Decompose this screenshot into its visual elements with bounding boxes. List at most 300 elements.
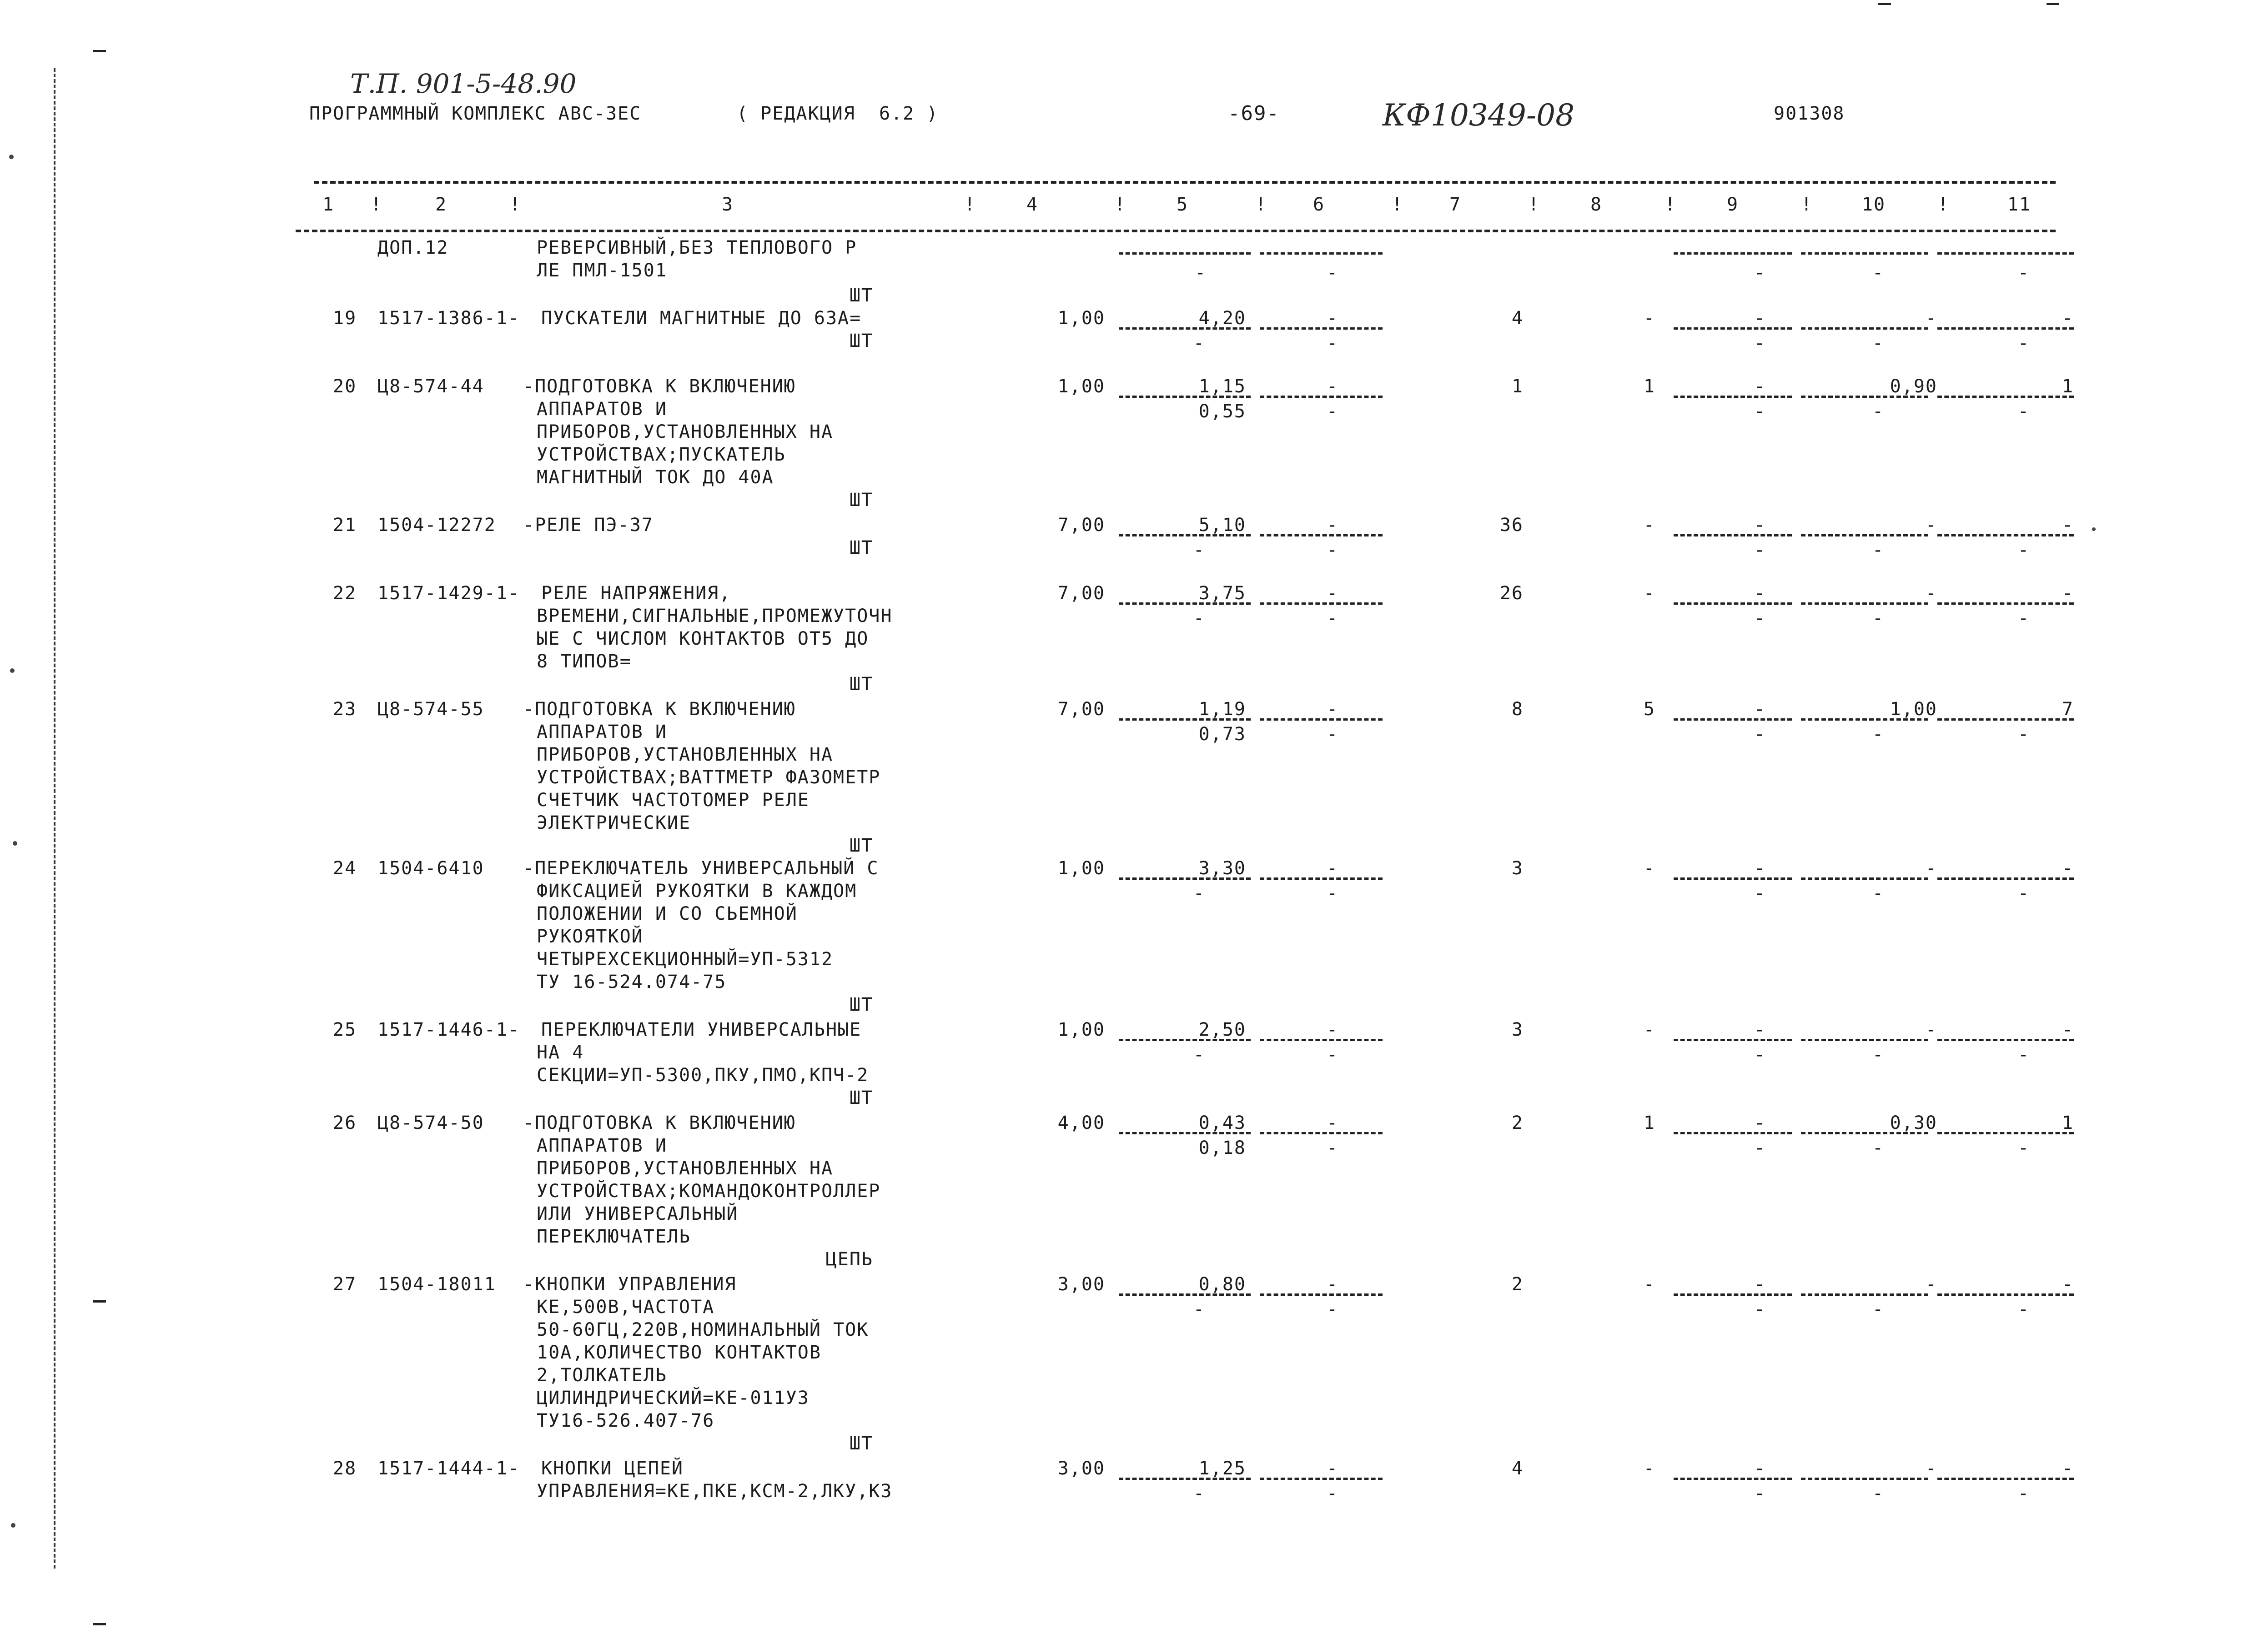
value-col5-lower: -: [1193, 1483, 1205, 1504]
value-col11: 1: [2062, 376, 2074, 397]
row-description-line: ЦИЛИНДРИЧЕСКИЙ=КЕ-011У3: [537, 1388, 810, 1408]
column-header-2: 2: [435, 194, 448, 215]
row-rule: [1260, 718, 1383, 721]
row-rule: [1674, 1293, 1792, 1296]
row-description-line: УПРАВЛЕНИЯ=КЕ,ПКЕ,КСМ-2,ЛКУ,КЗ: [537, 1481, 893, 1502]
row-rule: [1119, 327, 1251, 330]
row-code: 1517-1446-1-: [377, 1019, 520, 1040]
row-rule: [1119, 718, 1251, 721]
column-header-9: 9: [1726, 194, 1739, 215]
unit-label: ШТ: [849, 994, 873, 1015]
value-col10: -: [1925, 515, 1937, 536]
scan-dash: [2047, 3, 2059, 5]
pre-row-value: -: [1326, 262, 1339, 283]
row-description-line: ТУ16-526.407-76: [537, 1410, 715, 1431]
pre-row-rule: [1801, 252, 1928, 255]
value-col10: 1,00: [1890, 699, 1937, 720]
value-col9-lower: -: [1754, 724, 1766, 745]
row-rule: [1801, 877, 1928, 880]
value-col9-lower: -: [1754, 333, 1766, 354]
scan-speck: [13, 841, 17, 846]
row-description-line: 10А,КОЛИЧЕСТВО КОНТАКТОВ: [537, 1342, 821, 1363]
row-rule: [1119, 534, 1251, 536]
row-description-line: СЕКЦИИ=УП-5300,ПКУ,ПМО,КПЧ-2: [537, 1065, 869, 1086]
value-col10: -: [1925, 1274, 1937, 1295]
pre-row-rule: [1674, 252, 1792, 255]
value-col6-lower: -: [1326, 724, 1339, 745]
scan-speck: [9, 155, 14, 159]
row-code: 1517-1429-1-: [377, 583, 520, 604]
column-separator: !: [964, 194, 976, 215]
column-header-8: 8: [1590, 194, 1603, 215]
row-number: 21: [333, 515, 357, 536]
column-header-7: 7: [1449, 194, 1462, 215]
value-col10-lower: -: [1872, 608, 1885, 629]
value-col11: -: [2062, 1458, 2074, 1479]
unit-label: ШТ: [849, 674, 873, 695]
value-col9: -: [1754, 858, 1766, 879]
page-number: -69-: [1228, 102, 1280, 125]
column-separator: !: [1392, 194, 1404, 215]
row-rule: [1801, 602, 1928, 605]
value-col9: -: [1754, 1458, 1766, 1479]
value-col6: -: [1326, 858, 1339, 879]
row-code: 1517-1444-1-: [377, 1458, 520, 1479]
row-rule: [1937, 534, 2074, 536]
column-header-1: 1: [322, 194, 335, 215]
column-separator: !: [509, 194, 522, 215]
column-header-5: 5: [1176, 194, 1189, 215]
value-col10: -: [1925, 1458, 1937, 1479]
value-col10: -: [1925, 583, 1937, 604]
pre-row-value: -: [1872, 262, 1885, 283]
value-col5-lower: 0,55: [1198, 401, 1246, 422]
row-description-line: УСТРОЙСТВАХ;ПУСКАТЕЛЬ: [537, 444, 786, 465]
row-rule: [1119, 877, 1251, 880]
value-col9-lower: -: [1754, 883, 1766, 904]
row-description-line: -РЕЛЕ ПЭ-37: [523, 515, 654, 536]
value-col5-lower: -: [1193, 1044, 1205, 1065]
unit-label: ШТ: [849, 1088, 873, 1108]
column-separator: !: [1801, 194, 1813, 215]
row-rule: [1674, 1039, 1792, 1041]
row-description-line: ПЕРЕКЛЮЧАТЕЛЬ: [537, 1226, 691, 1247]
value-col8: -: [1643, 583, 1655, 604]
value-col9: -: [1754, 699, 1766, 720]
value-col4: 7,00: [1057, 515, 1105, 536]
row-rule: [1260, 602, 1383, 605]
value-col6: -: [1326, 699, 1339, 720]
row-rule: [1937, 327, 2074, 330]
header-top-rule: [314, 181, 2056, 184]
value-col6: -: [1326, 1019, 1339, 1040]
value-col10: -: [1925, 1019, 1937, 1040]
value-col11-lower: -: [2017, 608, 2030, 629]
value-col11: -: [2062, 1274, 2074, 1295]
row-code: 1504-18011: [377, 1274, 496, 1295]
row-description-line: ТУ 16-524.074-75: [537, 972, 727, 992]
row-description-line: АППАРАТОВ И: [537, 1135, 667, 1156]
program-title: ПРОГРАММНЫЙ КОМПЛЕКС АВС-3ЕС: [309, 103, 642, 124]
row-description-line: ЭЛЕКТРИЧЕСКИЕ: [537, 812, 691, 833]
value-col9-lower: -: [1754, 1483, 1766, 1504]
column-separator: !: [1665, 194, 1677, 215]
value-col10-lower: -: [1872, 724, 1885, 745]
value-col6-lower: -: [1326, 401, 1339, 422]
column-header-11: 11: [2007, 194, 2032, 215]
value-col5-lower: -: [1193, 608, 1205, 629]
value-col5: 0,80: [1198, 1274, 1246, 1295]
row-rule: [1937, 602, 2074, 605]
row-rule: [1119, 1478, 1251, 1480]
row-rule: [1119, 1132, 1251, 1134]
value-col10: -: [1925, 308, 1937, 329]
value-col6-lower: -: [1326, 1483, 1339, 1504]
value-col5-lower: 0,18: [1198, 1138, 1246, 1158]
value-col9-lower: -: [1754, 1044, 1766, 1065]
row-description-line: ПРИБОРОВ,УСТАНОВЛЕННЫХ НА: [537, 421, 834, 442]
handwritten-reference: Т.П. 901-5-48.90: [350, 68, 577, 99]
row-code: Ц8-574-50: [377, 1113, 484, 1133]
value-col11: 7: [2062, 699, 2074, 720]
unit-label: ШТ: [849, 1433, 873, 1454]
row-number: 25: [333, 1019, 357, 1040]
value-col8: -: [1643, 1458, 1655, 1479]
row-description-line: 8 ТИПОВ=: [537, 651, 632, 672]
header-bottom-rule: [296, 230, 2056, 232]
row-code: 1504-12272: [377, 515, 496, 536]
value-col7: 36: [1499, 515, 1524, 536]
value-col4: 7,00: [1057, 583, 1105, 604]
value-col4: 1,00: [1057, 376, 1105, 397]
value-col4: 3,00: [1057, 1458, 1105, 1479]
value-col10: 0,90: [1890, 376, 1937, 397]
left-margin-rule: [54, 68, 55, 1569]
value-col11: -: [2062, 858, 2074, 879]
row-description-line: 50-60ГЦ,220В,НОМИНАЛЬНЫЙ ТОК: [537, 1319, 869, 1340]
row-description-line: -ПОДГОТОВКА К ВКЛЮЧЕНИЮ: [523, 699, 796, 720]
row-rule: [1801, 1293, 1928, 1296]
column-separator: !: [1255, 194, 1267, 215]
row-number: 24: [333, 858, 357, 879]
row-rule: [1119, 602, 1251, 605]
value-col9: -: [1754, 515, 1766, 536]
scan-speck: [10, 668, 15, 673]
value-col7: 8: [1511, 699, 1524, 720]
row-rule: [1674, 718, 1792, 721]
row-rule: [1260, 534, 1383, 536]
row-description-line: РУКОЯТКОЙ: [537, 926, 644, 947]
row-description-line: ВРЕМЕНИ,СИГНАЛЬНЫЕ,ПРОМЕЖУТОЧН: [537, 606, 893, 627]
row-description-line: -ПЕРЕКЛЮЧАТЕЛЬ УНИВЕРСАЛЬНЫЙ С: [523, 858, 879, 879]
scan-dash: [1878, 3, 1891, 5]
value-col7: 1: [1511, 376, 1524, 397]
value-col4: 4,00: [1057, 1113, 1105, 1133]
column-header-3: 3: [721, 194, 734, 215]
row-description-line: ПУСКАТЕЛИ МАГНИТНЫЕ ДО 63А=: [541, 308, 862, 329]
unit-label: ШТ: [849, 490, 873, 511]
value-col5-lower: 0,73: [1198, 724, 1246, 745]
value-col6-lower: -: [1326, 540, 1339, 561]
value-col5-lower: -: [1193, 540, 1205, 561]
scan-dash: [93, 50, 106, 52]
pre-row-value: -: [1754, 262, 1766, 283]
value-col5: 2,50: [1198, 1019, 1246, 1040]
value-col4: 7,00: [1057, 699, 1105, 720]
value-col4: 3,00: [1057, 1274, 1105, 1295]
row-rule: [1674, 396, 1792, 398]
value-col10: 0,30: [1890, 1113, 1937, 1133]
pre-row-code: ДОП.12: [377, 237, 449, 258]
value-col11-lower: -: [2017, 1138, 2030, 1158]
row-rule: [1260, 877, 1383, 880]
row-description-line: -ПОДГОТОВКА К ВКЛЮЧЕНИЮ: [523, 376, 796, 397]
value-col11-lower: -: [2017, 401, 2030, 422]
value-col5: 4,20: [1198, 308, 1246, 329]
value-col8: -: [1643, 515, 1655, 536]
row-description-line: ПРИБОРОВ,УСТАНОВЛЕННЫХ НА: [537, 1158, 834, 1179]
value-col6-lower: -: [1326, 1138, 1339, 1158]
row-rule: [1260, 327, 1383, 330]
value-col8: -: [1643, 1019, 1655, 1040]
value-col6: -: [1326, 376, 1339, 397]
value-col11: 1: [2062, 1113, 2074, 1133]
value-col9-lower: -: [1754, 1299, 1766, 1320]
unit-label: ШТ: [849, 285, 873, 306]
value-col6: -: [1326, 1274, 1339, 1295]
row-rule: [1674, 327, 1792, 330]
value-col5: 1,19: [1198, 699, 1246, 720]
row-description-line: РЕЛЕ НАПРЯЖЕНИЯ,: [541, 583, 731, 604]
value-col10-lower: -: [1872, 401, 1885, 422]
row-description-line: КЕ,500В,ЧАСТОТА: [537, 1297, 715, 1318]
row-description-line: ПРИБОРОВ,УСТАНОВЛЕННЫХ НА: [537, 744, 834, 765]
value-col7: 26: [1499, 583, 1524, 604]
row-description-line: АППАРАТОВ И: [537, 399, 667, 420]
row-number: 22: [333, 583, 357, 604]
document-code: КФ10349-08: [1383, 98, 1575, 133]
value-col9: -: [1754, 376, 1766, 397]
value-col5: 1,25: [1198, 1458, 1246, 1479]
scan-speck: [2092, 527, 2096, 531]
value-col7: 2: [1511, 1113, 1524, 1133]
row-rule: [1260, 1039, 1383, 1041]
value-col6: -: [1326, 1458, 1339, 1479]
row-description-line: -КНОПКИ УПРАВЛЕНИЯ: [523, 1274, 737, 1295]
scan-dash: [93, 1623, 106, 1625]
scan-dash: [93, 1300, 106, 1303]
edition-label: ( РЕДАКЦИЯ 6.2 ): [737, 103, 939, 124]
row-rule: [1674, 534, 1792, 536]
value-col6-lower: -: [1326, 1299, 1339, 1320]
row-rule: [1801, 1478, 1928, 1480]
unit-label: ШТ: [849, 835, 873, 856]
row-rule: [1937, 1132, 2074, 1134]
value-col10-lower: -: [1872, 1138, 1885, 1158]
value-col5-lower: -: [1193, 883, 1205, 904]
row-number: 27: [333, 1274, 357, 1295]
row-rule: [1674, 1478, 1792, 1480]
value-col10-lower: -: [1872, 883, 1885, 904]
row-description-line: КНОПКИ ЦЕПЕЙ: [541, 1458, 684, 1479]
row-description-line: МАГНИТНЫЙ ТОК ДО 40А: [537, 467, 774, 488]
row-rule: [1674, 877, 1792, 880]
pre-row-rule: [1260, 252, 1383, 255]
value-col9: -: [1754, 1274, 1766, 1295]
row-rule: [1801, 327, 1928, 330]
row-rule: [1119, 396, 1251, 398]
value-col4: 1,00: [1057, 308, 1105, 329]
value-col11: -: [2062, 308, 2074, 329]
row-rule: [1260, 396, 1383, 398]
value-col8: 5: [1643, 699, 1655, 720]
value-col11-lower: -: [2017, 1483, 2030, 1504]
row-description-line: ЫЕ С ЧИСЛОМ КОНТАКТОВ ОТ5 ДО: [537, 628, 869, 649]
row-description-line: НА 4: [537, 1042, 584, 1063]
row-rule: [1801, 1132, 1928, 1134]
row-description-line: АППАРАТОВ И: [537, 722, 667, 742]
value-col5: 0,43: [1198, 1113, 1246, 1133]
value-col7: 4: [1511, 1458, 1524, 1479]
column-separator: !: [1528, 194, 1540, 215]
value-col11: -: [2062, 1019, 2074, 1040]
row-rule: [1674, 602, 1792, 605]
pre-row-rule: [1937, 252, 2074, 255]
value-col9-lower: -: [1754, 608, 1766, 629]
value-col6: -: [1326, 515, 1339, 536]
value-col10-lower: -: [1872, 540, 1885, 561]
row-description-line: УСТРОЙСТВАХ;ВАТТМЕТР ФАЗОМЕТР: [537, 767, 881, 788]
value-col9-lower: -: [1754, 540, 1766, 561]
row-rule: [1937, 1039, 2074, 1041]
row-rule: [1260, 1478, 1383, 1480]
value-col8: 1: [1643, 1113, 1655, 1133]
row-rule: [1937, 877, 2074, 880]
row-rule: [1937, 1293, 2074, 1296]
value-col5-lower: -: [1193, 333, 1205, 354]
value-col11: -: [2062, 583, 2074, 604]
value-col8: -: [1643, 1274, 1655, 1295]
value-col5: 5,10: [1198, 515, 1246, 536]
value-col5: 3,30: [1198, 858, 1246, 879]
pre-row-description-line: ЛЕ ПМЛ-1501: [537, 260, 667, 281]
value-col10-lower: -: [1872, 1044, 1885, 1065]
value-col7: 4: [1511, 308, 1524, 329]
value-col11-lower: -: [2017, 540, 2030, 561]
row-code: Ц8-574-44: [377, 376, 484, 397]
value-col6: -: [1326, 1113, 1339, 1133]
value-col9: -: [1754, 1113, 1766, 1133]
row-description-line: -ПОДГОТОВКА К ВКЛЮЧЕНИЮ: [523, 1113, 796, 1133]
row-code: 1517-1386-1-: [377, 308, 520, 329]
row-number: 23: [333, 699, 357, 720]
row-rule: [1801, 718, 1928, 721]
row-rule: [1801, 534, 1928, 536]
unit-label: ШТ: [849, 537, 873, 558]
row-rule: [1801, 396, 1928, 398]
row-number: 20: [333, 376, 357, 397]
row-rule: [1260, 1293, 1383, 1296]
row-description-line: УСТРОЙСТВАХ;КОМАНДОКОНТРОЛЛЕР: [537, 1181, 881, 1202]
column-header-10: 10: [1861, 194, 1886, 215]
pre-row-value: -: [1194, 262, 1207, 283]
pre-row-description-line: РЕВЕРСИВНЫЙ,БЕЗ ТЕПЛОВОГО Р: [537, 237, 857, 258]
value-col6: -: [1326, 583, 1339, 604]
value-col10-lower: -: [1872, 333, 1885, 354]
row-description-line: ЧЕТЫРЕХСЕКЦИОННЫЙ=УП-5312: [537, 949, 834, 970]
column-separator: !: [1937, 194, 1950, 215]
scan-speck: [11, 1523, 15, 1528]
value-col7: 3: [1511, 858, 1524, 879]
sheet-number: 901308: [1774, 103, 1845, 124]
value-col11-lower: -: [2017, 1299, 2030, 1320]
value-col5-lower: -: [1193, 1299, 1205, 1320]
row-description-line: ПЕРЕКЛЮЧАТЕЛИ УНИВЕРСАЛЬНЫЕ: [541, 1019, 862, 1040]
value-col5: 3,75: [1198, 583, 1246, 604]
row-rule: [1937, 396, 2074, 398]
row-rule: [1119, 1039, 1251, 1041]
value-col8: -: [1643, 858, 1655, 879]
value-col11-lower: -: [2017, 724, 2030, 745]
value-col11-lower: -: [2017, 1044, 2030, 1065]
value-col11-lower: -: [2017, 883, 2030, 904]
value-col9: -: [1754, 583, 1766, 604]
row-code: 1504-6410: [377, 858, 484, 879]
row-rule: [1937, 1478, 2074, 1480]
value-col9: -: [1754, 1019, 1766, 1040]
value-col4: 1,00: [1057, 1019, 1105, 1040]
row-description-line: 2,ТОЛКАТЕЛЬ: [537, 1365, 667, 1386]
value-col10-lower: -: [1872, 1299, 1885, 1320]
row-description-line: ПОЛОЖЕНИИ И СО СЬЕМНОЙ: [537, 903, 798, 924]
column-separator: !: [1114, 194, 1126, 215]
value-col11-lower: -: [2017, 333, 2030, 354]
row-code: Ц8-574-55: [377, 699, 484, 720]
unit-label: ЦЕПЬ: [825, 1249, 873, 1270]
row-rule: [1937, 718, 2074, 721]
value-col9-lower: -: [1754, 401, 1766, 422]
value-col9: -: [1754, 308, 1766, 329]
row-description-line: ФИКСАЦИЕЙ РУКОЯТКИ В КАЖДОМ: [537, 881, 857, 902]
unit-label: ШТ: [849, 331, 873, 351]
value-col6-lower: -: [1326, 1044, 1339, 1065]
row-number: 28: [333, 1458, 357, 1479]
row-number: 26: [333, 1113, 357, 1133]
value-col7: 3: [1511, 1019, 1524, 1040]
value-col4: 1,00: [1057, 858, 1105, 879]
row-rule: [1260, 1132, 1383, 1134]
value-col8: 1: [1643, 376, 1655, 397]
value-col6: -: [1326, 308, 1339, 329]
row-description-line: ИЛИ УНИВЕРСАЛЬНЫЙ: [537, 1203, 739, 1224]
value-col6-lower: -: [1326, 333, 1339, 354]
row-rule: [1119, 1293, 1251, 1296]
row-number: 19: [333, 308, 357, 329]
value-col7: 2: [1511, 1274, 1524, 1295]
pre-row-value: -: [2017, 262, 2030, 283]
column-header-4: 4: [1026, 194, 1039, 215]
value-col5: 1,15: [1198, 376, 1246, 397]
value-col6-lower: -: [1326, 608, 1339, 629]
row-description-line: СЧЕТЧИК ЧАСТОТОМЕР РЕЛЕ: [537, 790, 810, 811]
value-col10-lower: -: [1872, 1483, 1885, 1504]
value-col11: -: [2062, 515, 2074, 536]
row-rule: [1801, 1039, 1928, 1041]
value-col9-lower: -: [1754, 1138, 1766, 1158]
column-header-6: 6: [1313, 194, 1325, 215]
row-rule: [1674, 1132, 1792, 1134]
value-col6-lower: -: [1326, 883, 1339, 904]
